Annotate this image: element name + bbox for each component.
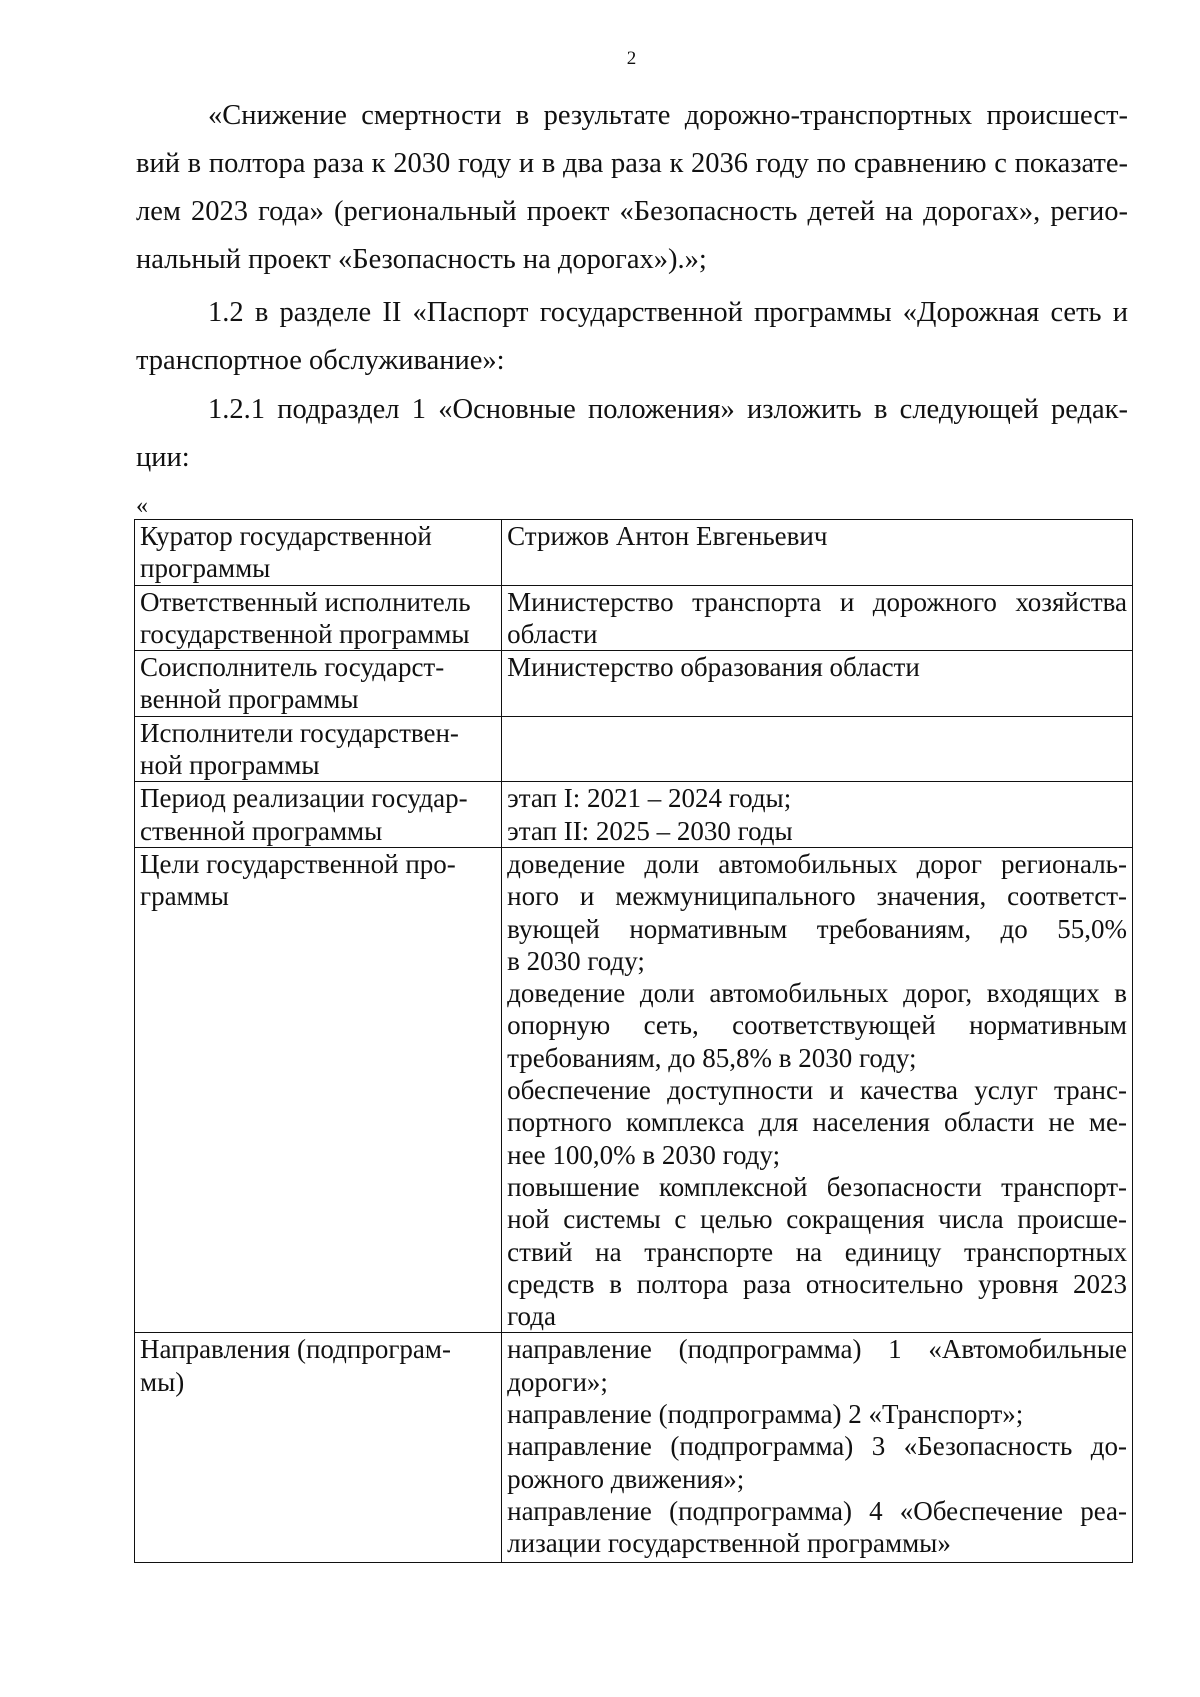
text-line: вий в полтора раза к 2030 году и в два раза к 2036 году по сравнению с показате- [136, 148, 1128, 179]
value-line: лизации государственной программы» [507, 1528, 951, 1559]
row-label-cell [135, 1333, 502, 1563]
row-value-cell [502, 585, 1133, 651]
row-label-cell [135, 585, 502, 651]
value-line: этап I: 2021 – 2024 годы; [507, 783, 792, 814]
label-line: Соисполнитель государст- [140, 652, 445, 683]
table-open-quote: « [136, 493, 148, 519]
row-value-cell [502, 847, 1133, 1332]
row-label-cell [135, 847, 502, 1332]
value-line: этап II: 2025 – 2030 годы [507, 815, 793, 846]
row-value-cell [502, 651, 1133, 717]
text-line: 1.2 в разделе II «Паспорт государственной программы «Дорожная сеть и [208, 297, 1128, 328]
value-line: портного комплекса для населения области не ме- [507, 1107, 1127, 1138]
table-row [135, 585, 1133, 651]
label-line: ственной программы [140, 815, 383, 846]
value-line: области [507, 618, 598, 649]
value-line: ствий на транспорте на единицу транспортных [507, 1236, 1127, 1267]
row-value-cell [502, 520, 1133, 586]
value-line: вующей нормативным требованиям, до 55,0% [507, 913, 1127, 944]
text-line: ции: [136, 442, 190, 473]
label-line: венной программы [140, 684, 359, 715]
value-line: ной системы с целью сокращения числа происше- [507, 1204, 1127, 1235]
passport-table [134, 519, 1133, 1563]
value-line: в 2030 году; [507, 945, 645, 976]
value-line: направление (подпрограмма) 1 «Автомобильные [507, 1334, 1127, 1365]
label-line: ной программы [140, 750, 320, 781]
value-line: дороги»; [507, 1366, 608, 1397]
label-line: граммы [140, 881, 229, 912]
row-label-cell [135, 782, 502, 848]
intro-paragraph [136, 92, 1128, 284]
row-value-cell [502, 782, 1133, 848]
table-row [135, 1333, 1133, 1563]
value-line: Министерство образования области [507, 652, 920, 683]
value-line: нее 100,0% в 2030 году; [507, 1139, 781, 1170]
value-line: опорную сеть, соответствующей нормативным [507, 1010, 1127, 1041]
value-line: Стрижов Антон Евгеньевич [507, 521, 828, 551]
section-1-2-1-paragraph [136, 386, 1128, 482]
value-line: направление (подпрограмма) 3 «Безопасность до- [507, 1431, 1127, 1462]
label-line: Ответственный исполнитель [140, 586, 471, 617]
table-row [135, 651, 1133, 717]
label-line: программы [140, 553, 271, 584]
value-line: Министерство транспорта и дорожного хозяйства [507, 586, 1127, 617]
label-line: Исполнители государствен- [140, 717, 459, 748]
value-line: доведение доли автомобильных дорог, входящих в [507, 978, 1127, 1009]
label-line: Период реализации государ- [140, 783, 468, 814]
value-line: средств в полтора раза относительно уровня 2023 [507, 1268, 1127, 1299]
text-line: «Снижение смертности в результате дорожно-транспортных происшест- [208, 100, 1128, 131]
row-value-cell [502, 716, 1133, 782]
label-line: мы) [140, 1366, 185, 1397]
table-row [135, 520, 1133, 586]
label-line: Цели государственной про- [140, 848, 456, 879]
label-line: государственной программы [140, 618, 470, 649]
table-row [135, 847, 1133, 1332]
row-value-cell [502, 1333, 1133, 1563]
value-line: ного и межмуниципального значения, соответст- [507, 881, 1127, 912]
text-line: нальный проект «Безопасность на дорогах»).»; [136, 244, 707, 275]
value-line: направление (подпрограмма) 4 «Обеспечение реа- [507, 1495, 1127, 1526]
value-line: повышение комплексной безопасности транспорт- [507, 1171, 1127, 1202]
text-line: 1.2.1 подраздел 1 «Основные положения» изложить в следующей редак- [208, 394, 1128, 425]
text-line: транспортное обслуживание»: [136, 345, 505, 376]
value-line: требованиям, до 85,8% в 2030 году; [507, 1042, 917, 1073]
label-line: Куратор государственной [140, 521, 432, 551]
value-line: рожного движения»; [507, 1463, 745, 1494]
row-label-cell [135, 716, 502, 782]
section-1-2-paragraph [136, 289, 1128, 385]
table-row [135, 716, 1133, 782]
table-row [135, 782, 1133, 848]
value-line: года [507, 1301, 557, 1332]
value-line: направление (подпрограмма) 2 «Транспорт»; [507, 1399, 1024, 1430]
row-label-cell [135, 651, 502, 717]
row-label-cell [135, 520, 502, 586]
text-line: лем 2023 года» (региональный проект «Безопасность детей на дорогах», регио- [136, 196, 1128, 227]
value-line: доведение доли автомобильных дорог региональ- [507, 848, 1127, 879]
label-line: Направления (подпрограм- [140, 1334, 451, 1365]
page-number: 2 [626, 48, 637, 69]
value-line: обеспечение доступности и качества услуг транс- [507, 1075, 1127, 1106]
